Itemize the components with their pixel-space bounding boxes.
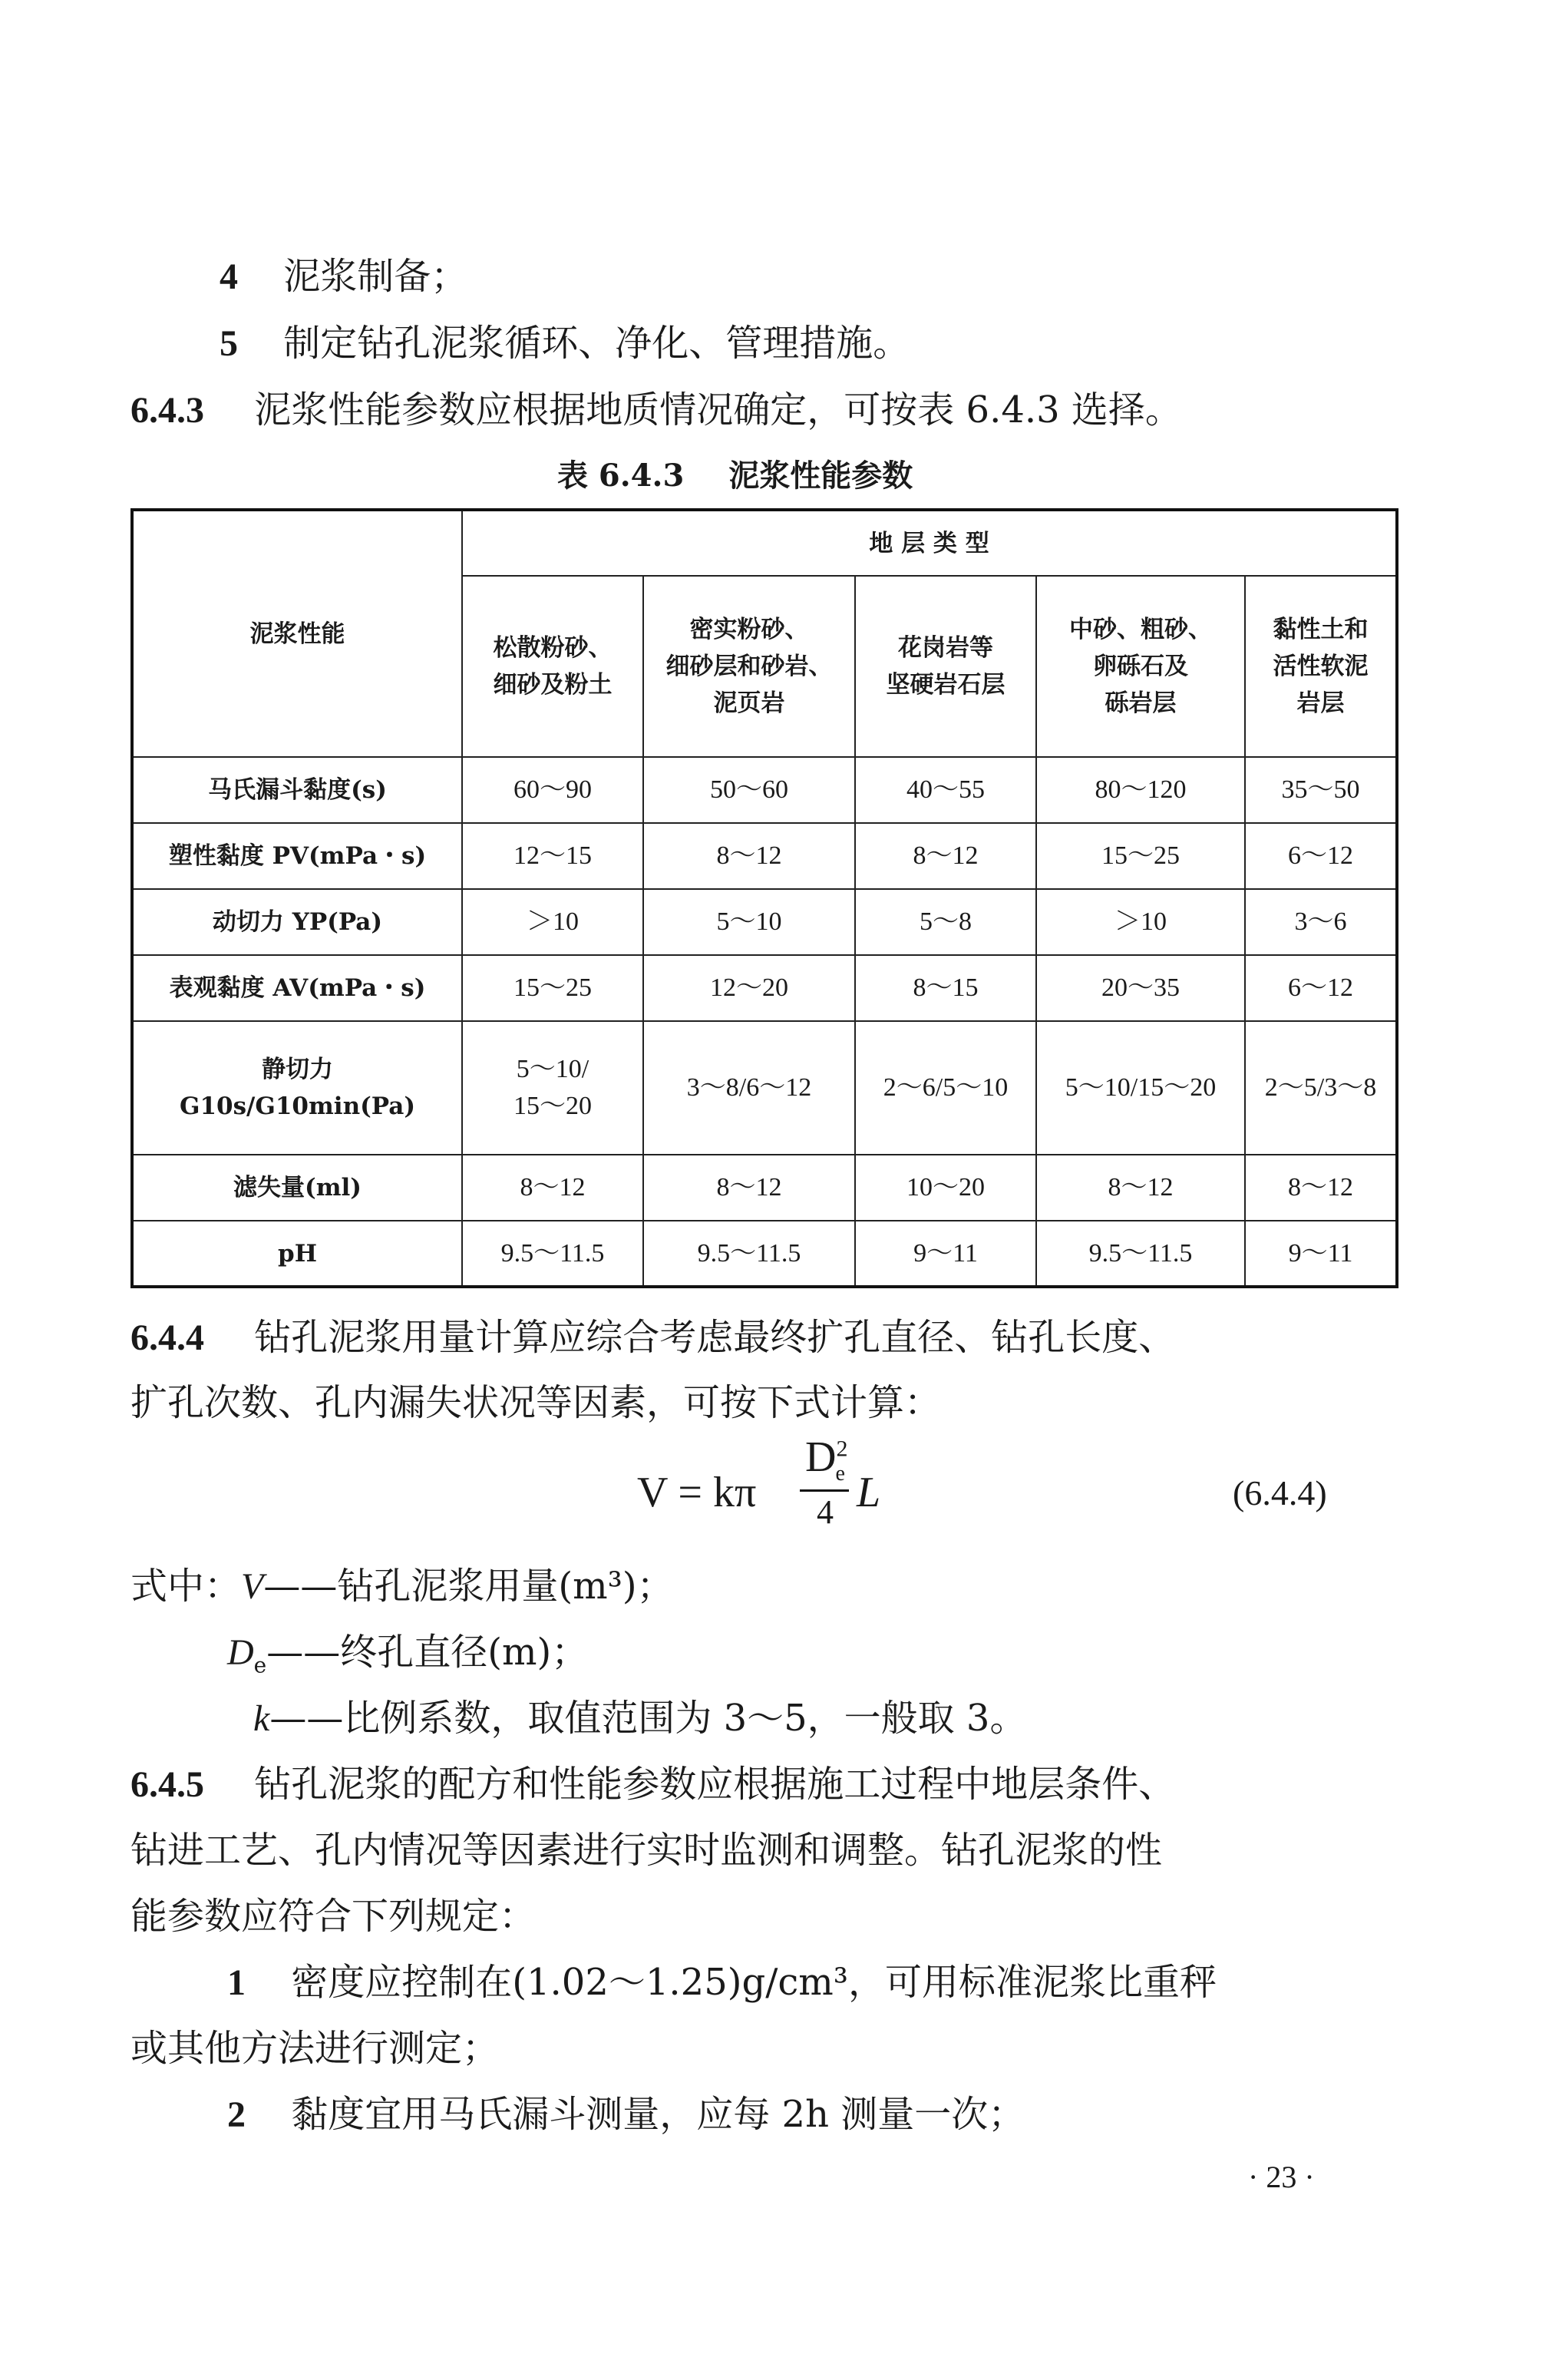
- clause-number: 6.4.3: [130, 390, 204, 431]
- formula-numerator: $D^2_e$: [805, 1433, 848, 1486]
- mud-parameter-table: [130, 508, 1398, 1288]
- caption-number: 表 6.4.3: [557, 458, 685, 494]
- equation-number: (6.4.4): [1233, 1473, 1327, 1512]
- column-header: 花岗岩等 坚硬岩石层: [855, 576, 1036, 757]
- item-text: 泥浆制备；: [283, 255, 468, 298]
- where-line-de: $D_e——$终孔直径(m)；: [227, 1631, 589, 1678]
- clause-number: 6.4.5: [130, 1764, 204, 1805]
- caption-title: 泥浆性能参数: [728, 458, 913, 494]
- clause-text-line: 钻进工艺、孔内情况等因素进行实时监测和调整。钻孔泥浆的性: [130, 1829, 1163, 1872]
- page-number: · 23 ·: [1248, 2160, 1315, 2194]
- formula-left: V = kπ: [637, 1469, 757, 1516]
- where-label: 式中：: [130, 1565, 242, 1608]
- item-text: 制定钻孔泥浆循环、净化、管理措施。: [283, 322, 910, 365]
- table-row: 滤失量(ml) 8～12 8～12 10～20 8～12 8～12: [132, 1155, 1397, 1221]
- rule-text: 黏度宜用马氏漏斗测量，应每 2h 测量一次；: [291, 2093, 1025, 2136]
- rule-text: 密度应控制在(1.02～1.25)g/cm³，可用标准泥浆比重秤: [291, 1961, 1217, 2004]
- clause-text-line: 能参数应符合下列规定：: [130, 1895, 537, 1938]
- clause-6-4-4: [130, 1314, 1175, 1361]
- rule-text-line: 或其他方法进行测定；: [130, 2027, 500, 2070]
- column-header: 黏性土和 活性软泥 岩层: [1245, 576, 1397, 757]
- column-header: 松散粉砂、 细砂及粉土: [462, 576, 643, 757]
- clause-text: 钻孔泥浆的配方和性能参数应根据施工过程中地层条件、: [254, 1763, 1176, 1806]
- column-header: 密实粉砂、 细砂层和砂岩、 泥页岩: [643, 576, 855, 757]
- list-item-4: [220, 253, 467, 300]
- fraction-bar: [800, 1489, 849, 1492]
- clause-6-4-5: [130, 1761, 1175, 1808]
- clause-text: 泥浆性能参数应根据地质情况确定，可按表 6.4.3 选择。: [254, 388, 1182, 431]
- table-caption: [557, 451, 913, 495]
- item-number: 5: [220, 323, 238, 364]
- list-item-5: [220, 320, 910, 367]
- table-corner-header: 泥浆性能: [132, 510, 462, 757]
- clause-text: 钻孔泥浆用量计算应综合考虑最终扩孔直径、钻孔长度、: [254, 1316, 1176, 1359]
- clause-text-line: 扩孔次数、孔内漏失状况等因素，可按下式计算：: [130, 1381, 942, 1424]
- table-row: 动切力 YP(Pa) ＞10 5～10 5～8 ＞10 3～6: [132, 889, 1397, 955]
- group-header: 地 层 类 型: [462, 510, 1397, 576]
- formula-right: L: [857, 1469, 881, 1516]
- item-number: 4: [220, 256, 238, 297]
- rule-number: 1: [227, 1962, 246, 2003]
- clause-6-4-3: [130, 387, 1182, 434]
- rule-2: [227, 2091, 1025, 2138]
- table-row: 马氏漏斗黏度(s) 60～90 50～60 40～55 80～120 35～50: [132, 757, 1397, 823]
- rule-1: [227, 1959, 1217, 2006]
- table-row: 塑性黏度 PV(mPa・s) 12～15 8～12 8～12 15～25 6～12: [132, 823, 1397, 889]
- column-header: 中砂、粗砂、 卵砾石及 砾岩层: [1036, 576, 1245, 757]
- table-row: pH 9.5～11.5 9.5～11.5 9～11 9.5～11.5 9～11: [132, 1221, 1397, 1287]
- where-line-k: k——比例系数，取值范围为 3～5，一般取 3。: [253, 1697, 1027, 1740]
- table-row: 静切力 G10s/G10min(Pa) 5～10/ 15～20 3～8/6～12 2～6/5～10 5～10/15～20 2～5/3～8: [132, 1021, 1397, 1155]
- where-line-v: 式中：V——钻孔泥浆用量(m³)；: [130, 1565, 674, 1608]
- rule-number: 2: [227, 2094, 246, 2135]
- clause-number: 6.4.4: [130, 1317, 204, 1358]
- formula-denominator: 4: [817, 1493, 834, 1531]
- table-row: 表观黏度 AV(mPa・s) 15～25 12～20 8～15 20～35 6～12: [132, 955, 1397, 1021]
